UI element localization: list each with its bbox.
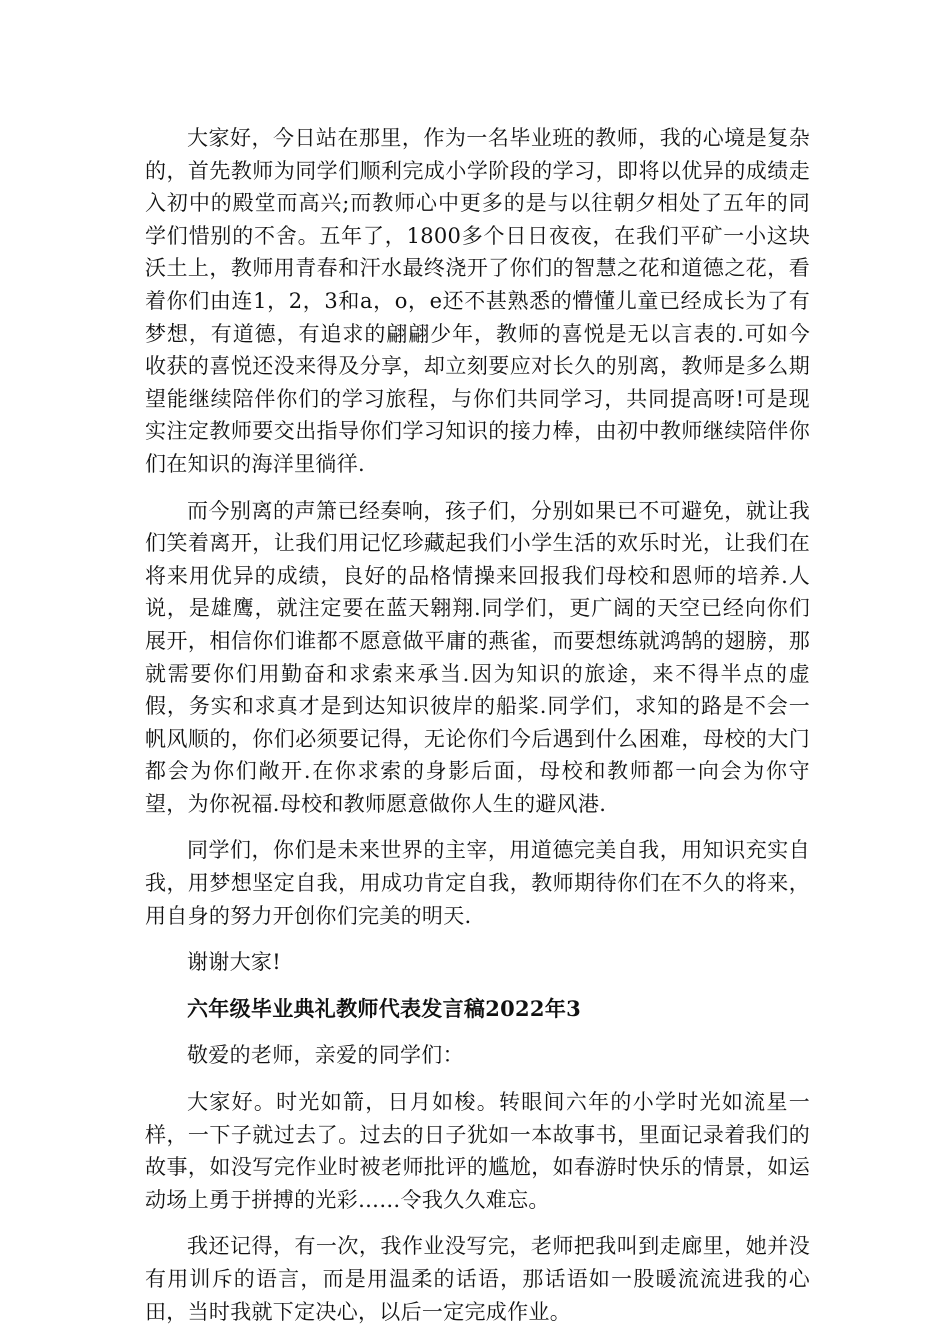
paragraph-1: 大家好，今日站在那里，作为一名毕业班的教师，我的心境是复杂的，首先教师为同学们顺利完成小学阶段的学习，即将以优异的成绩走入初中的殿堂而高兴;而教师心中更多的是与以往朝夕相处了五年的同学们惜别的不舍。五年了，1800多个日日夜夜，在我们平矿一小这块沃土上，教师用青春和汗水最终浇开了你们的智慧之花和道德之花，看着你们由连1，2，3和a，o，e还不甚熟悉的懵懂儿童已经成长为了有梦想，有道德，有追求的翩翩少年，教师的喜悦是无以言表的.可如今收获的喜悦还没来得及分享，却立刻要应对长久的别离，教师是多么期望能继续陪伴你们的学习旅程，与你们共同学习，共同提高呀!可是现实注定教师要交出指导你们学习知识的接力棒，由初中教师继续陪伴你们在知识的海洋里徜徉.	[145, 126, 810, 476]
paragraph-5: 敬爱的老师，亲爱的同学们：	[187, 1043, 464, 1068]
paragraph-3: 同学们，你们是未来世界的主宰，用道德完美自我，用知识充实自我，用梦想坚定自我，用成功肯定自我，教师期待你们在不久的将来，用自身的努力开创你们完美的明天.	[145, 838, 810, 928]
paragraph-2: 而今别离的声箫已经奏响，孩子们，分别如果已不可避免，就让我们笑着离开，让我们用记忆珍藏起我们小学生活的欢乐时光，让我们在将来用优异的成绩，良好的品格情操来回报我们母校和恩师的培养.人说，是雄鹰，就注定要在蓝天翱翔.同学们，更广阔的天空已经向你们展开，相信你们谁都不愿意做平庸的燕雀，而要想练就鸿鹄的翅膀，那就需要你们用勤奋和求索来承当.因为知识的旅途，来不得半点的虚假，务实和求真才是到达知识彼岸的船桨.同学们，求知的路是不会一帆风顺的，你们必须要记得，无论你们今后遇到什么困难，母校的大门都会为你们敞开.在你求索的身影后面，母校和教师都一向会为你守望，为你祝福.母校和教师愿意做你人生的避风港.	[145, 498, 810, 816]
paragraph-6: 大家好。时光如箭，日月如梭。转眼间六年的小学时光如流星一样，一下子就过去了。过去的日子犹如一本故事书，里面记录着我们的故事，如没写完作业时被老师批评的尴尬，如春游时快乐的情景，如运动场上勇于拼搏的光彩……令我久久难忘。	[145, 1090, 810, 1212]
document-page	[145, 122, 810, 1342]
paragraph-7: 我还记得，有一次，我作业没写完，老师把我叫到走廊里，她并没有用训斥的语言，而是用温柔的话语，那话语如一股暖流流进我的心田，当时我就下定决心，以后一定完成作业。	[145, 1234, 810, 1324]
paragraph-4: 谢谢大家!	[187, 950, 281, 975]
section-heading: 六年级毕业典礼教师代表发言稿2022年3	[187, 995, 582, 1021]
